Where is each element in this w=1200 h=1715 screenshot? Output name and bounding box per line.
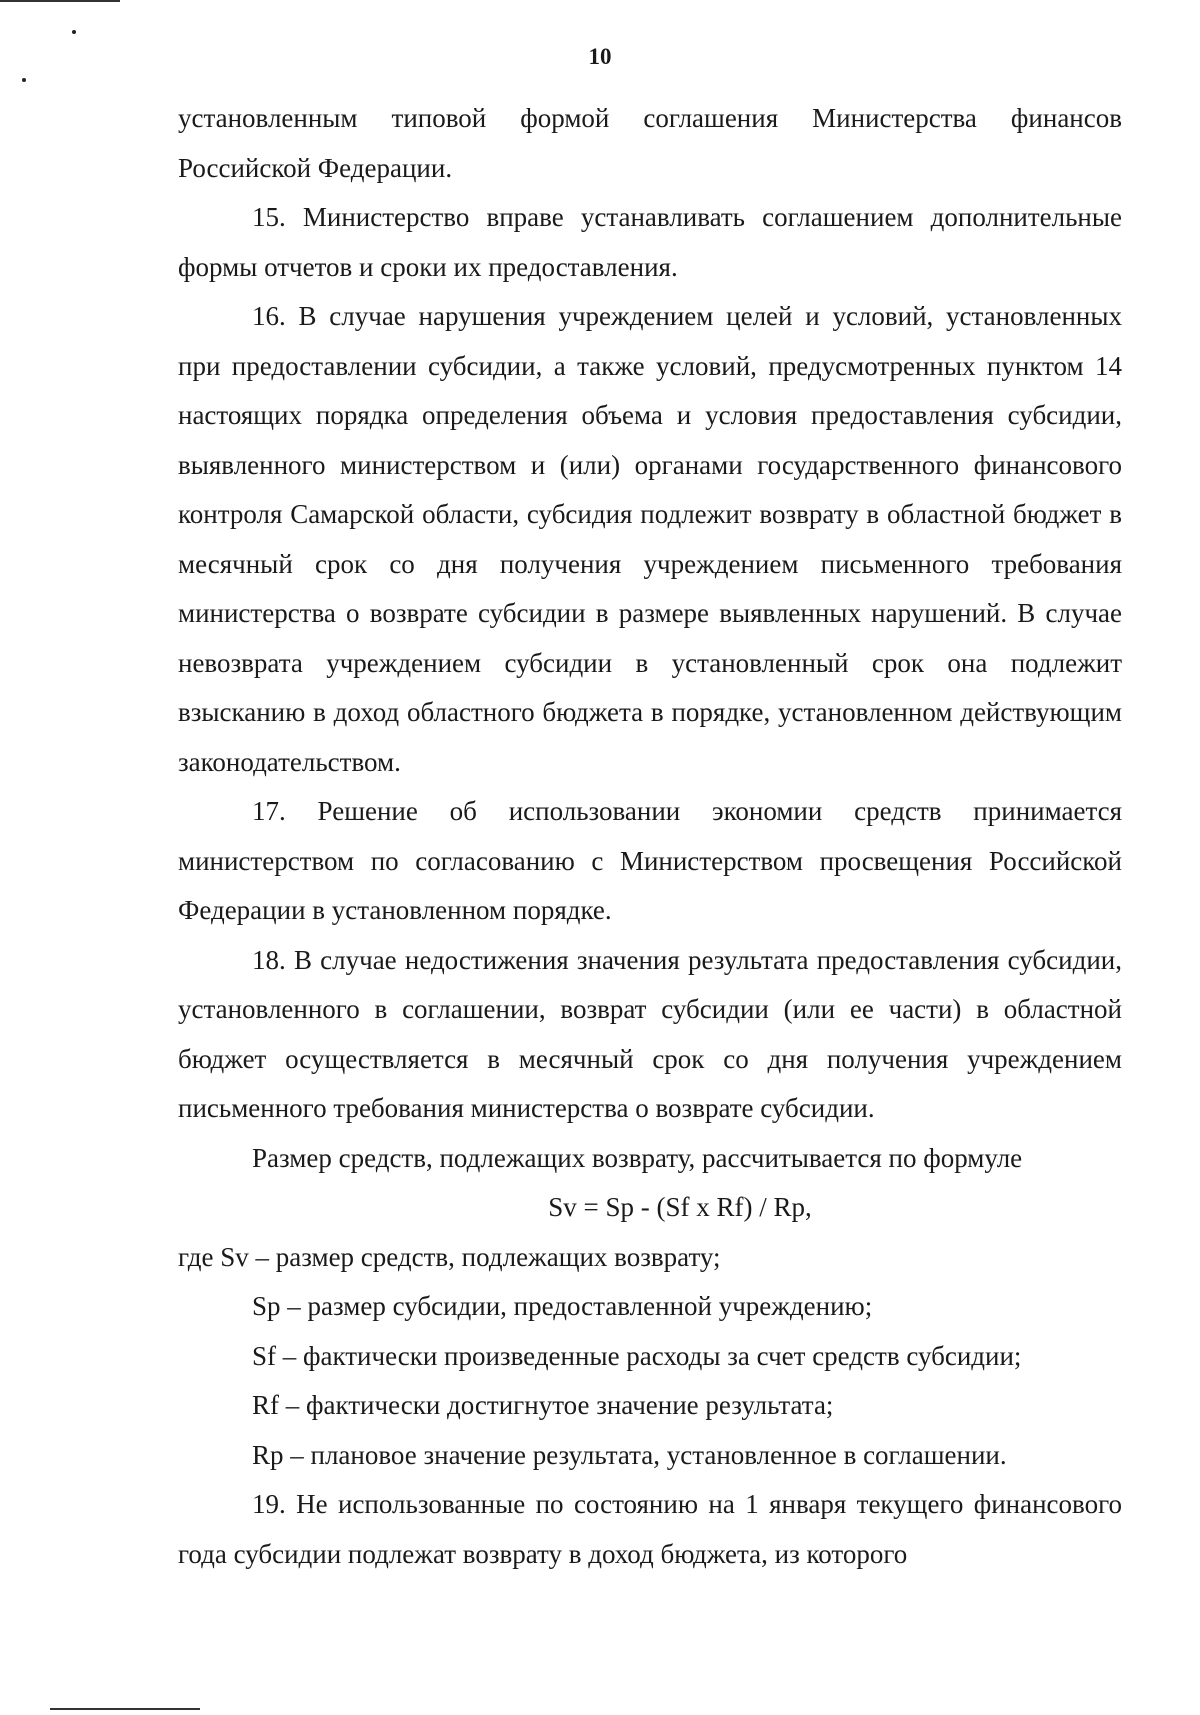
scan-edge-mark-bottom-left	[50, 1708, 200, 1710]
paragraph-16: 16. В случае нарушения учреждением целей и условий, установленных при предоставлении субсидии, а также условий, предусмотренных пунктом 14 настоящих порядка определения объема и условия предоставления субсидии, выявленного министерством и (или) органами государственного финансового контроля Самарской области, субсидия подлежит возврату в областной бюджет в месячный срок со дня получения учреждением письменного требования министерства о возврате субсидии в размере выявленных нарушений. В случае невозврата учреждением субсидии в установленный срок она подлежит взысканию в доход областного бюджета в порядке, установленном действующим законодательством.	[178, 301, 1122, 777]
definition-rp: Rp – плановое значение результата, установленное в соглашении.	[252, 1439, 1007, 1470]
scan-edge-mark-top-left	[0, 0, 120, 2]
scan-speck	[22, 78, 26, 82]
paragraph-18: 18. В случае недостижения значения результата предоставления субсидии, установленного в соглашении, возврат субсидии (или ее части) в областной бюджет осуществляется в месячный срок со дня получения учреждением письменного требования министерства о возврате субсидии.	[178, 944, 1122, 1123]
scan-speck	[72, 30, 76, 34]
paragraph-continuation: установленным типовой формой соглашения Министерства финансов Российской Федерации.	[178, 103, 1122, 183]
document-body	[178, 94, 1122, 1579]
page-number: 10	[588, 44, 612, 69]
definition-sf: Sf – фактически произведенные расходы за счет средств субсидии;	[252, 1340, 1022, 1371]
definition-rf: Rf – фактически достигнутое значение результата;	[252, 1390, 834, 1420]
definition-sp: Sp – размер субсидии, предоставленной учреждению;	[252, 1291, 873, 1321]
paragraph-19: 19. Не использованные по состоянию на 1 января текущего финансового года субсидии подлежат возврату в доход бюджета, из которого	[178, 1489, 1122, 1569]
paragraph-17: 17. Решение об использовании экономии средств принимается министерством по согласованию с Министерством просвещения Российской Федерации в установленном порядке.	[178, 796, 1122, 925]
paragraph-15: 15. Министерство вправе устанавливать соглашением дополнительные формы отчетов и сроки их предоставления.	[178, 202, 1122, 282]
formula-intro: Размер средств, подлежащих возврату, рассчитывается по формуле	[252, 1142, 1023, 1173]
definition-sv: где Sv – размер средств, подлежащих возврату;	[178, 1241, 721, 1272]
formula: Sv = Sp - (Sf x Rf) / Rp,	[548, 1192, 812, 1222]
